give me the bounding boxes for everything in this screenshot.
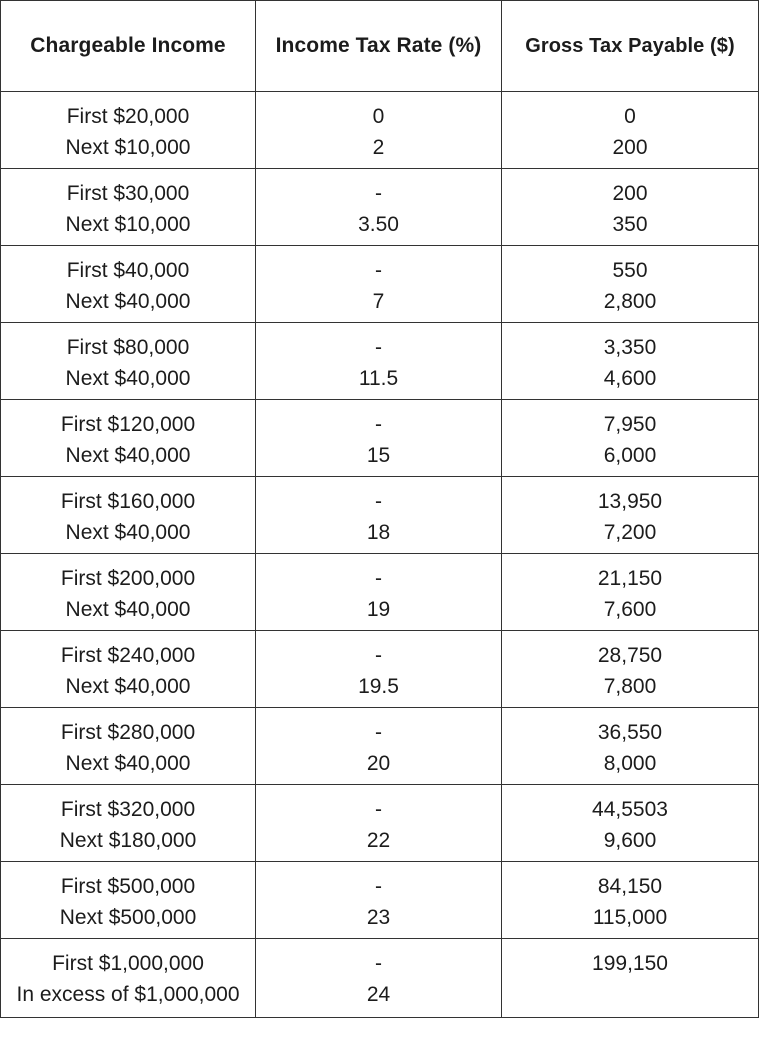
- tax-rate-line: 3.50: [358, 213, 399, 236]
- chargeable-income-cell: [1, 169, 256, 246]
- tax-rate-cell: [256, 169, 502, 246]
- tax-payable-cell: [502, 477, 759, 554]
- chargeable-income-line: Next $10,000: [65, 136, 191, 159]
- chargeable-income-cell: [1, 554, 256, 631]
- chargeable-income-line: Next $180,000: [59, 829, 197, 852]
- tax-payable-line: 350: [612, 213, 648, 236]
- tax-payable-line: 200: [612, 182, 648, 205]
- tax-rate-line: 15: [366, 444, 391, 467]
- table-row: [1, 246, 759, 323]
- tax-payable-line: 9,600: [603, 829, 657, 852]
- chargeable-income-line: Next $10,000: [65, 213, 191, 236]
- tax-rate-cell: [256, 323, 502, 400]
- table-row: [1, 862, 759, 939]
- tax-payable-cell: [502, 400, 759, 477]
- tax-payable-line: 84,150: [597, 875, 663, 898]
- tax-payable-cell: [502, 169, 759, 246]
- chargeable-income-line: Next $40,000: [65, 521, 191, 544]
- tax-payable-line: 7,600: [603, 598, 657, 621]
- table-row: [1, 92, 759, 169]
- table-row: [1, 708, 759, 785]
- header-chargeable-income: Chargeable Income: [1, 1, 256, 92]
- chargeable-income-line: First $200,000: [60, 567, 196, 590]
- table-row: [1, 939, 759, 1018]
- tax-payable-line: 199,150: [592, 952, 668, 975]
- tax-rate-line: 20: [366, 752, 391, 775]
- tax-payable-line: 550: [612, 259, 648, 282]
- tax-payable-cell: [502, 862, 759, 939]
- chargeable-income-line: Next $40,000: [65, 367, 191, 390]
- tax-payable-cell: [502, 939, 759, 1018]
- tax-payable-line: 0: [624, 105, 636, 128]
- tax-rate-cell: [256, 862, 502, 939]
- chargeable-income-cell: [1, 939, 256, 1018]
- tax-payable-line: 2,800: [603, 290, 657, 313]
- chargeable-income-line: Next $40,000: [65, 444, 191, 467]
- tax-payable-line: 21,150: [597, 567, 663, 590]
- tax-rate-line: 19: [366, 598, 391, 621]
- tax-rate-cell: [256, 92, 502, 169]
- tax-rate-line: 11.5: [358, 367, 399, 390]
- tax-rate-line: -: [375, 798, 382, 821]
- chargeable-income-cell: [1, 92, 256, 169]
- tax-rate-cell: [256, 785, 502, 862]
- tax-rate-cell: [256, 400, 502, 477]
- tax-rate-cell: [256, 477, 502, 554]
- table-row: [1, 323, 759, 400]
- chargeable-income-line: First $30,000: [66, 182, 190, 205]
- chargeable-income-cell: [1, 477, 256, 554]
- tax-rate-line: 22: [366, 829, 391, 852]
- tax-rate-cell: [256, 939, 502, 1018]
- tax-rate-line: 18: [366, 521, 391, 544]
- table-row: [1, 631, 759, 708]
- tax-payable-line: 28,750: [597, 644, 663, 667]
- tax-payable-line: 7,950: [603, 413, 657, 436]
- chargeable-income-line: First $240,000: [60, 644, 196, 667]
- tax-rate-line: 24: [366, 983, 391, 1006]
- header-gross-tax-payable: Gross Tax Payable ($): [502, 1, 759, 92]
- table-row: [1, 785, 759, 862]
- tax-payable-cell: [502, 785, 759, 862]
- chargeable-income-line: First $80,000: [66, 336, 190, 359]
- tax-rate-line: -: [375, 182, 382, 205]
- tax-payable-line: 200: [612, 136, 648, 159]
- tax-payable-line: 3,350: [603, 336, 657, 359]
- chargeable-income-line: First $500,000: [60, 875, 196, 898]
- header-row: [1, 1, 759, 92]
- tax-payable-cell: [502, 554, 759, 631]
- tax-rate-line: -: [375, 490, 382, 513]
- tax-rate-line: -: [375, 875, 382, 898]
- chargeable-income-line: Next $500,000: [59, 906, 197, 929]
- tax-rate-line: -: [375, 259, 382, 282]
- tax-rate-line: -: [375, 413, 382, 436]
- tax-payable-line: 6,000: [603, 444, 657, 467]
- tax-rate-line: -: [375, 336, 382, 359]
- chargeable-income-line: First $1,000,000: [52, 952, 204, 975]
- tax-payable-line: 44,5503: [592, 798, 668, 821]
- chargeable-income-line: Next $40,000: [65, 752, 191, 775]
- chargeable-income-line: Next $40,000: [65, 675, 191, 698]
- chargeable-income-cell: [1, 400, 256, 477]
- tax-payable-line: 36,550: [597, 721, 663, 744]
- tax-payable-line: 115,000: [592, 906, 668, 929]
- chargeable-income-cell: [1, 323, 256, 400]
- tax-rate-line: -: [375, 644, 382, 667]
- tax-payable-cell: [502, 708, 759, 785]
- tax-rate-line: 7: [372, 290, 385, 313]
- table-row: [1, 400, 759, 477]
- tax-payable-line: 4,600: [603, 367, 657, 390]
- tax-payable-line: 8,000: [603, 752, 657, 775]
- tax-payable-line: 13,950: [597, 490, 663, 513]
- table-body: [1, 92, 759, 1018]
- chargeable-income-line: In excess of $1,000,000: [16, 983, 240, 1006]
- chargeable-income-line: First $280,000: [60, 721, 196, 744]
- tax-payable-line: 7,200: [603, 521, 657, 544]
- header-income-tax-rate: Income Tax Rate (%): [256, 1, 502, 92]
- tax-payable-cell: [502, 246, 759, 323]
- chargeable-income-cell: [1, 631, 256, 708]
- tax-payable-line: 7,800: [603, 675, 657, 698]
- chargeable-income-line: Next $40,000: [65, 598, 191, 621]
- chargeable-income-line: First $120,000: [60, 413, 196, 436]
- tax-rate-line: -: [375, 721, 382, 744]
- tax-payable-cell: [502, 323, 759, 400]
- tax-payable-cell: [502, 631, 759, 708]
- chargeable-income-line: First $40,000: [66, 259, 190, 282]
- chargeable-income-cell: [1, 246, 256, 323]
- tax-rate-line: -: [375, 567, 382, 590]
- table-row: [1, 477, 759, 554]
- chargeable-income-line: First $20,000: [66, 105, 190, 128]
- chargeable-income-line: First $160,000: [60, 490, 196, 513]
- tax-rate-cell: [256, 246, 502, 323]
- tax-rate-cell: [256, 631, 502, 708]
- table-row: [1, 554, 759, 631]
- tax-rate-cell: [256, 554, 502, 631]
- chargeable-income-line: Next $40,000: [65, 290, 191, 313]
- tax-rate-line: 19.5: [358, 675, 399, 698]
- chargeable-income-cell: [1, 785, 256, 862]
- tax-rate-line: -: [375, 952, 382, 975]
- table-row: [1, 169, 759, 246]
- tax-payable-line: [502, 979, 758, 1010]
- tax-rate-cell: [256, 708, 502, 785]
- tax-rate-line: 2: [372, 136, 385, 159]
- tax-rate-line: 23: [366, 906, 391, 929]
- chargeable-income-line: First $320,000: [60, 798, 196, 821]
- chargeable-income-cell: [1, 862, 256, 939]
- tax-payable-cell: [502, 92, 759, 169]
- tax-rate-line: 0: [372, 105, 385, 128]
- chargeable-income-cell: [1, 708, 256, 785]
